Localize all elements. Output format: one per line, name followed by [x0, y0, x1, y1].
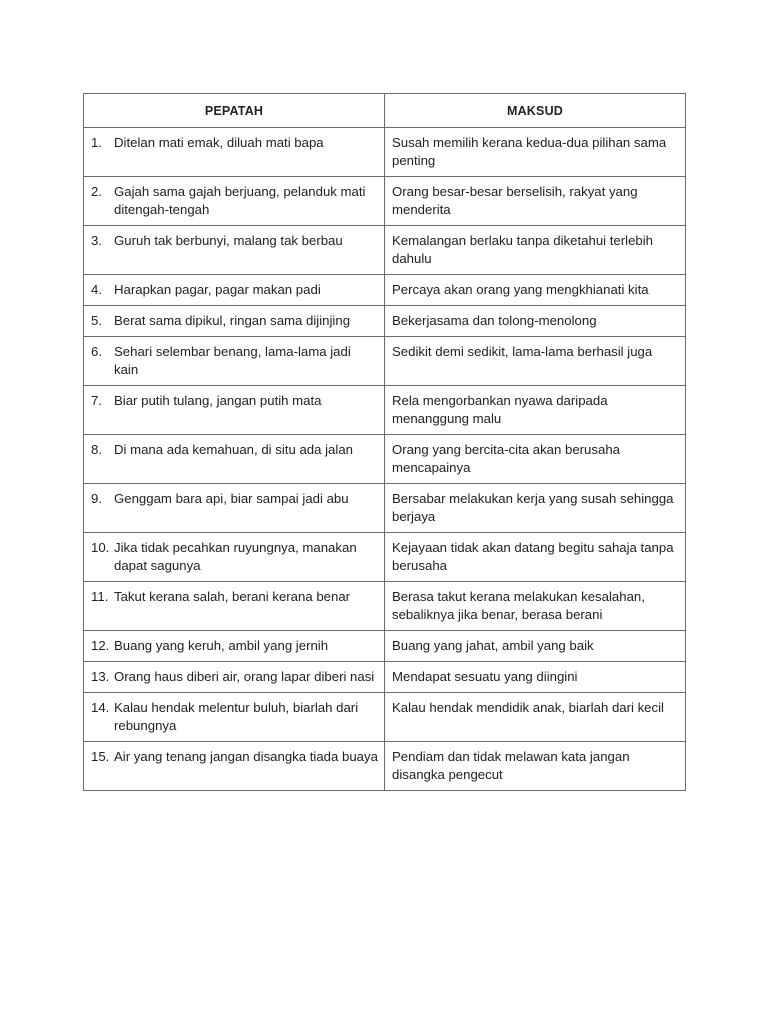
row-number: 9.	[91, 491, 102, 506]
pepatah-cell	[84, 306, 385, 337]
maksud-cell	[385, 306, 686, 337]
header-pepatah: PEPATAH	[84, 94, 385, 128]
maksud-cell	[385, 631, 686, 662]
row-number: 14.	[91, 700, 110, 715]
pepatah-cell	[84, 582, 385, 631]
pepatah-text: Di mana ada kemahuan, di situ ada jalan	[114, 442, 353, 457]
maksud-cell	[385, 533, 686, 582]
pepatah-text: Jika tidak pecahkan ruyungnya, manakan dapat sagunya	[114, 540, 357, 573]
maksud-text: Susah memilih kerana kedua-dua pilihan sama penting	[392, 135, 667, 168]
pepatah-cell	[84, 742, 385, 791]
maksud-text: Mendapat sesuatu yang diingini	[392, 669, 578, 684]
pepatah-cell	[84, 226, 385, 275]
maksud-cell	[385, 275, 686, 306]
maksud-cell	[385, 337, 686, 386]
pepatah-cell	[84, 631, 385, 662]
pepatah-text: Air yang tenang jangan disangka tiada buaya	[114, 749, 378, 764]
table-row	[84, 435, 686, 484]
table-row	[84, 693, 686, 742]
maksud-text: Sedikit demi sedikit, lama-lama berhasil juga	[392, 344, 653, 359]
row-number: 13.	[91, 669, 110, 684]
maksud-text: Orang besar-besar berselisih, rakyat yang menderita	[392, 184, 638, 217]
maksud-cell	[385, 582, 686, 631]
pepatah-text: Berat sama dipikul, ringan sama dijinjing	[114, 313, 351, 328]
row-number: 1.	[91, 135, 102, 150]
pepatah-cell	[84, 337, 385, 386]
table-row	[84, 386, 686, 435]
maksud-cell	[385, 128, 686, 177]
maksud-text: Pendiam dan tidak melawan kata jangan disangka pengecut	[392, 749, 630, 782]
pepatah-text: Guruh tak berbunyi, malang tak berbau	[114, 233, 343, 248]
maksud-text: Rela mengorbankan nyawa daripada menanggung malu	[392, 393, 608, 426]
pepatah-text: Kalau hendak melentur buluh, biarlah dari rebungnya	[114, 700, 359, 733]
row-number: 3.	[91, 233, 102, 248]
table-row	[84, 306, 686, 337]
maksud-text: Bekerjasama dan tolong-menolong	[392, 313, 597, 328]
row-number: 10.	[91, 540, 110, 555]
maksud-cell	[385, 386, 686, 435]
table-row	[84, 177, 686, 226]
maksud-text: Bersabar melakukan kerja yang susah sehingga berjaya	[392, 491, 674, 524]
header-maksud: MAKSUD	[385, 94, 686, 128]
table-row	[84, 226, 686, 275]
pepatah-text: Genggam bara api, biar sampai jadi abu	[114, 491, 349, 506]
pepatah-cell	[84, 128, 385, 177]
pepatah-cell	[84, 693, 385, 742]
pepatah-text: Gajah sama gajah berjuang, pelanduk mati ditengah-tengah	[114, 184, 366, 217]
pepatah-text: Orang haus diberi air, orang lapar diberi nasi	[114, 669, 375, 684]
maksud-cell	[385, 693, 686, 742]
maksud-cell	[385, 742, 686, 791]
maksud-text: Kejayaan tidak akan datang begitu sahaja tanpa berusaha	[392, 540, 674, 573]
row-number: 15.	[91, 749, 110, 764]
maksud-text: Orang yang bercita-cita akan berusaha mencapainya	[392, 442, 620, 475]
pepatah-text: Takut kerana salah, berani kerana benar	[114, 589, 351, 604]
pepatah-text: Harapkan pagar, pagar makan padi	[114, 282, 321, 297]
maksud-cell	[385, 177, 686, 226]
table-row	[84, 582, 686, 631]
table-row	[84, 742, 686, 791]
row-number: 2.	[91, 184, 102, 199]
maksud-text: Buang yang jahat, ambil yang baik	[392, 638, 594, 653]
table-row	[84, 631, 686, 662]
pepatah-cell	[84, 177, 385, 226]
maksud-cell	[385, 435, 686, 484]
maksud-text: Kemalangan berlaku tanpa diketahui terlebih dahulu	[392, 233, 654, 266]
pepatah-text: Buang yang keruh, ambil yang jernih	[114, 638, 329, 653]
row-number: 7.	[91, 393, 102, 408]
table-row	[84, 337, 686, 386]
pepatah-text: Ditelan mati emak, diluah mati bapa	[114, 135, 324, 150]
row-number: 8.	[91, 442, 102, 457]
row-number: 11.	[91, 589, 109, 604]
pepatah-text: Biar putih tulang, jangan putih mata	[114, 393, 322, 408]
maksud-text: Kalau hendak mendidik anak, biarlah dari kecil	[392, 700, 664, 715]
maksud-cell	[385, 662, 686, 693]
pepatah-cell	[84, 662, 385, 693]
table-row	[84, 533, 686, 582]
pepatah-cell	[84, 275, 385, 306]
table-row	[84, 275, 686, 306]
table-header-row	[84, 94, 686, 128]
pepatah-text: Sehari selembar benang, lama-lama jadi kain	[114, 344, 351, 377]
row-number: 12.	[91, 638, 110, 653]
row-number: 4.	[91, 282, 102, 297]
pepatah-cell	[84, 435, 385, 484]
table-row	[84, 662, 686, 693]
pepatah-cell	[84, 533, 385, 582]
maksud-text: Percaya akan orang yang mengkhianati kita	[392, 282, 649, 297]
maksud-text: Berasa takut kerana melakukan kesalahan, sebaliknya jika benar, berasa berani	[392, 589, 645, 622]
pepatah-table	[83, 93, 686, 791]
row-number: 6.	[91, 344, 102, 359]
pepatah-cell	[84, 386, 385, 435]
maksud-cell	[385, 226, 686, 275]
pepatah-cell	[84, 484, 385, 533]
table-row	[84, 128, 686, 177]
maksud-cell	[385, 484, 686, 533]
table-row	[84, 484, 686, 533]
row-number: 5.	[91, 313, 102, 328]
